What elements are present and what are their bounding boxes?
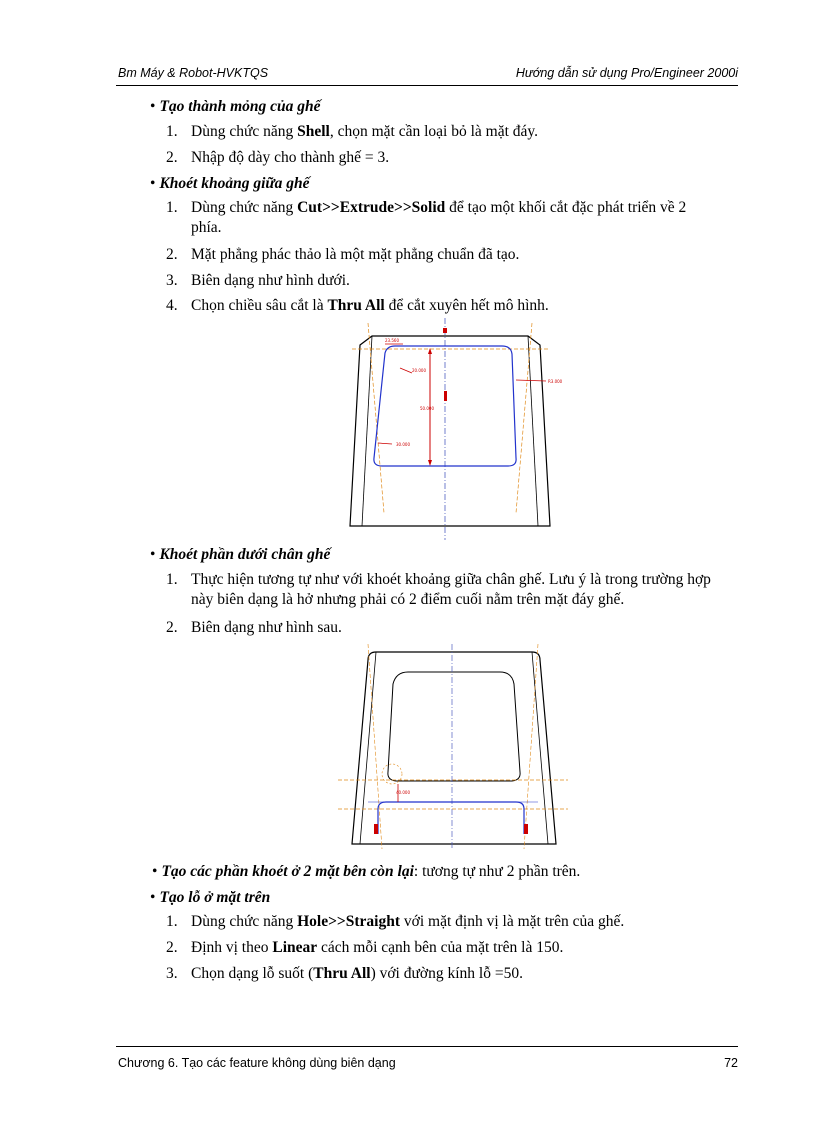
- fig1-dim-1: 23.560: [385, 338, 399, 343]
- section-heading-thin-wall: • Tạo thành mỏng của ghế: [150, 98, 321, 115]
- section-heading-side-cuts: • Tạo các phần khoét ở 2 mặt bên còn lại: tương tự như 2 phần trên.: [152, 863, 581, 880]
- footer-rule: [116, 1046, 738, 1047]
- fig1-dim-3: 50.000: [420, 406, 434, 411]
- page-header: [116, 66, 738, 84]
- fig1-dim-5: 30.000: [396, 442, 410, 447]
- section-heading-middle-cut: • Khoét khoảng giữa ghế: [150, 175, 310, 192]
- figure-leg-cut-sketch: [338, 644, 568, 849]
- header-rule: [116, 85, 738, 86]
- section-heading-leg-cut: • Khoét phần dưới chân ghế: [150, 546, 331, 563]
- fig1-dim-4: R3.000: [548, 379, 563, 384]
- header-right: Hướng dẫn sử dụng Pro/Engineer 2000i: [515, 66, 738, 80]
- page-number: 72: [724, 1056, 738, 1070]
- footer-chapter: Chương 6. Tạo các feature không dùng biên dạng: [118, 1056, 396, 1070]
- section-heading-hole: • Tạo lỗ ở mặt trên: [150, 889, 271, 906]
- header-left: Bm Máy & Robot-HVKTQS: [118, 66, 269, 80]
- figure-middle-cut-sketch: [340, 318, 563, 540]
- fig1-dim-2: 20.000: [412, 368, 426, 373]
- fig2-dim-1: 40.000: [396, 790, 410, 795]
